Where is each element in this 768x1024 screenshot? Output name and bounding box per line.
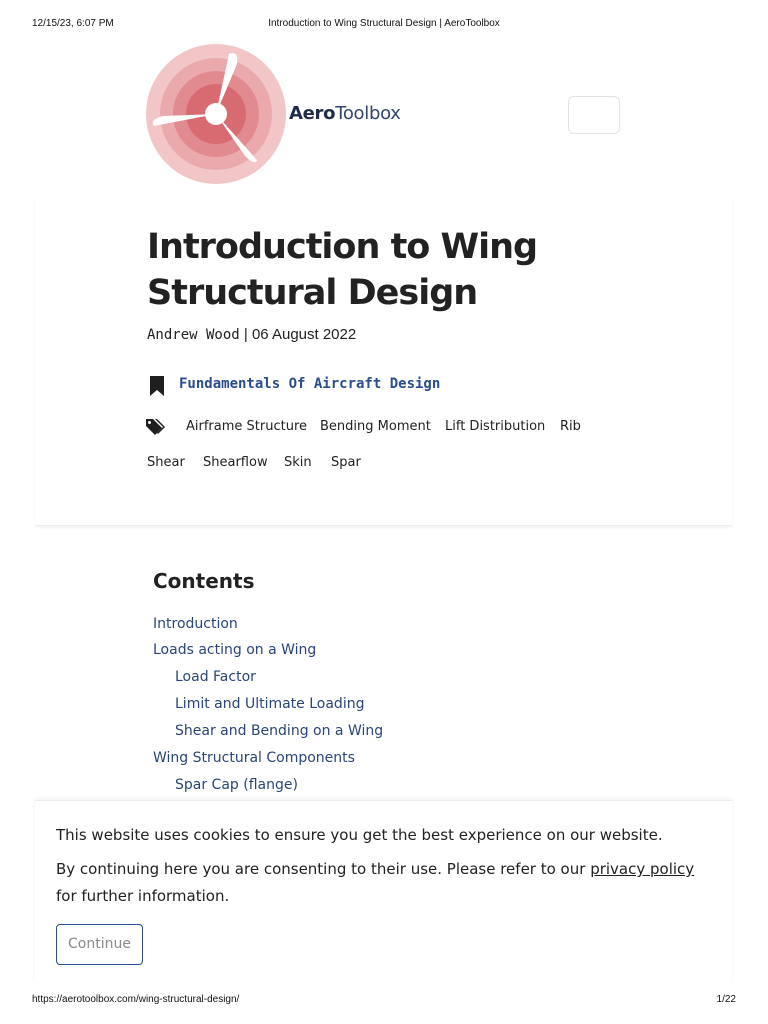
- tag-shearflow[interactable]: Shearflow: [203, 455, 268, 470]
- tag-lift-distribution[interactable]: Lift Distribution: [445, 419, 546, 434]
- tag-bending-moment[interactable]: Bending Moment: [320, 419, 431, 434]
- propeller-logo-icon[interactable]: [145, 42, 287, 186]
- byline: [147, 326, 356, 343]
- print-header: [0, 18, 768, 32]
- toc-item[interactable]: Introduction: [153, 616, 238, 632]
- author-name[interactable]: Andrew Wood: [147, 327, 240, 343]
- tag-icon: [146, 418, 166, 441]
- menu-button[interactable]: [568, 96, 620, 134]
- brand-name[interactable]: [289, 103, 401, 124]
- byline-separator: |: [239, 326, 252, 343]
- page-title: Introduction to Wing Structural Design: [147, 227, 538, 313]
- tag-rib[interactable]: Rib: [560, 419, 581, 434]
- tag-spar[interactable]: Spar: [331, 455, 361, 470]
- cookie-consent-text: [56, 856, 716, 910]
- contents-heading: Contents: [153, 569, 255, 593]
- toc-item[interactable]: Loads acting on a Wing: [153, 642, 317, 658]
- brand-light: Toolbox: [335, 103, 401, 124]
- tag-shear[interactable]: Shear: [147, 455, 185, 470]
- tag-skin[interactable]: Skin: [284, 455, 312, 470]
- series-link[interactable]: Fundamentals Of Aircraft Design: [179, 376, 441, 392]
- privacy-policy-link[interactable]: privacy policy: [590, 860, 695, 878]
- toc-item[interactable]: Wing Structural Components: [153, 750, 355, 766]
- continue-button[interactable]: Continue: [56, 924, 143, 965]
- toc-item[interactable]: Shear and Bending on a Wing: [175, 723, 384, 739]
- toc-item[interactable]: Limit and Ultimate Loading: [175, 696, 365, 712]
- publish-date: 06 August 2022: [251, 326, 357, 343]
- toc-item[interactable]: Spar Cap (flange): [175, 777, 298, 793]
- bookmark-icon: [149, 376, 165, 401]
- print-url: https://aerotoolbox.com/wing-structural-design/: [32, 994, 240, 1005]
- cookie-message: This website uses cookies to ensure you get the best experience on our website.: [56, 826, 663, 844]
- print-date: 12/15/23, 6:07 PM: [32, 18, 114, 29]
- print-page-number: 1/22: [716, 994, 736, 1005]
- toc-item[interactable]: Load Factor: [175, 669, 256, 685]
- cookie-consent-prefix: By continuing here you are consenting to their use. Please refer to our: [56, 860, 591, 878]
- print-title: Introduction to Wing Structural Design | AeroToolbox: [268, 18, 500, 29]
- cookie-consent-suffix: for further information.: [56, 887, 230, 905]
- tag-airframe-structure[interactable]: Airframe Structure: [186, 419, 308, 434]
- brand-bold: Aero: [289, 103, 336, 124]
